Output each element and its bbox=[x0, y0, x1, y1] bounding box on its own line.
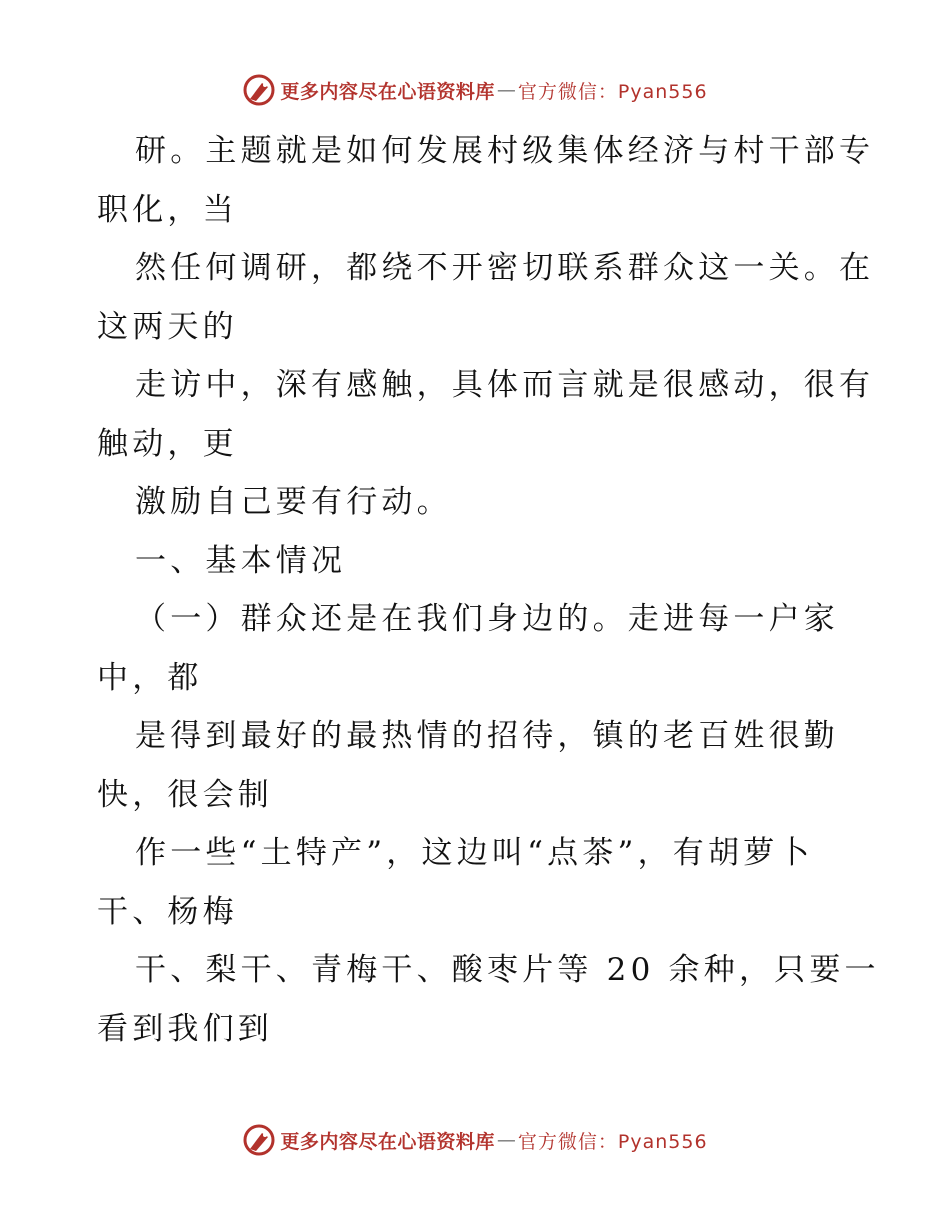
footer-brand-text: 更多内容尽在心语资料库 bbox=[280, 1130, 495, 1153]
text-line: 激励自己要有行动。 bbox=[135, 484, 452, 520]
footer-dash: — bbox=[496, 1129, 516, 1151]
footer-contact-text: 官方微信：Pyan556 bbox=[517, 1130, 708, 1153]
text-line: 干、梨干、青梅干、酸枣片等 20 余种，只要一 bbox=[135, 952, 880, 988]
header-contact-text: 官方微信：Pyan556 bbox=[517, 80, 708, 103]
text-line: 作一些“土特产”，这边叫“点茶”，有胡萝卜 bbox=[135, 835, 814, 871]
document-body bbox=[97, 122, 880, 1058]
header-brand-text: 更多内容尽在心语资料库 bbox=[280, 80, 495, 103]
header-dash: — bbox=[496, 79, 516, 101]
pen-nib-logo-icon bbox=[242, 1123, 276, 1157]
text-line: 研。主题就是如何发展村级集体经济与村干部专 bbox=[135, 133, 875, 169]
text-line: 看到我们到 bbox=[97, 1010, 273, 1047]
text-line: 中，都 bbox=[97, 659, 203, 696]
text-line: 干、杨梅 bbox=[97, 893, 238, 930]
pen-nib-logo-icon bbox=[242, 73, 276, 107]
text-line: 是得到最好的最热情的招待，镇的老百姓很勤 bbox=[135, 718, 839, 754]
text-line: （一）群众还是在我们身边的。走进每一户家 bbox=[135, 601, 839, 637]
text-line: 然任何调研，都绕不开密切联系群众这一关。在 bbox=[135, 250, 875, 286]
text-line: 职化，当 bbox=[97, 191, 238, 228]
text-line: 快，很会制 bbox=[97, 776, 273, 813]
footer-banner bbox=[0, 1120, 950, 1160]
text-line: 一、基本情况 bbox=[135, 542, 347, 579]
text-line: 这两天的 bbox=[97, 308, 238, 345]
text-line: 触动，更 bbox=[97, 425, 238, 462]
text-line: 走访中，深有感触，具体而言就是很感动，很有 bbox=[135, 367, 875, 403]
header-banner bbox=[0, 70, 950, 110]
